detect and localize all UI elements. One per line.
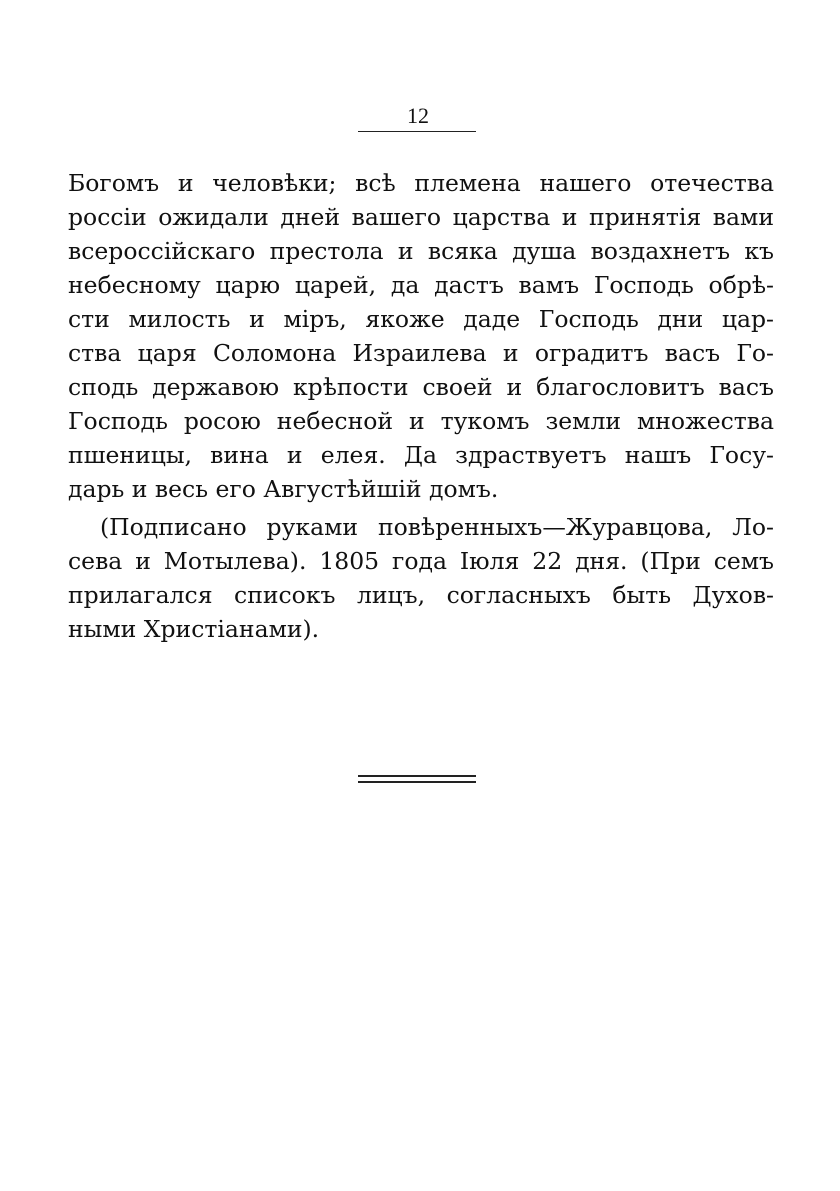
text-line: дарь и весь его Августѣйшій домъ. <box>68 475 499 503</box>
text-line: сподь державою крѣпости своей и благословитъ васъ <box>68 373 774 401</box>
paragraph <box>68 510 774 646</box>
end-rule-bottom <box>358 781 476 783</box>
text-block <box>68 166 774 646</box>
text-line: россіи ожидали дней вашего царства и принятія вами <box>68 203 774 231</box>
text-line: Господь росою небесной и тукомъ земли множества <box>68 407 774 435</box>
header-rule <box>358 131 476 132</box>
text-line: сева и Мотылева). 1805 года Іюля 22 дня. (При семъ <box>68 547 774 575</box>
end-rule-top <box>358 775 476 777</box>
text-line: пшеницы, вина и елея. Да здраствуетъ нашъ Госу- <box>68 441 774 469</box>
text-line: (Подписано руками повѣренныхъ—Журавцова, Ло- <box>100 513 774 541</box>
text-line: небесному царю царей, да дастъ вамъ Господь обрѣ- <box>68 271 774 299</box>
text-line: ства царя Соломона Израилева и оградитъ васъ Го- <box>68 339 774 367</box>
text-line: Богомъ и человѣки; всѣ племена нашего отечества <box>68 169 774 197</box>
text-line: ными Христіанами). <box>68 615 320 643</box>
text-line: сти милость и міръ, якоже даде Господь дни цар- <box>68 305 774 333</box>
page-number: 12 <box>407 103 429 128</box>
text-line: всероссійскаго престола и всяка душа воздахнетъ къ <box>68 237 774 265</box>
text-line: прилагался списокъ лицъ, согласныхъ быть Духов- <box>68 581 774 609</box>
paragraph <box>68 166 774 506</box>
